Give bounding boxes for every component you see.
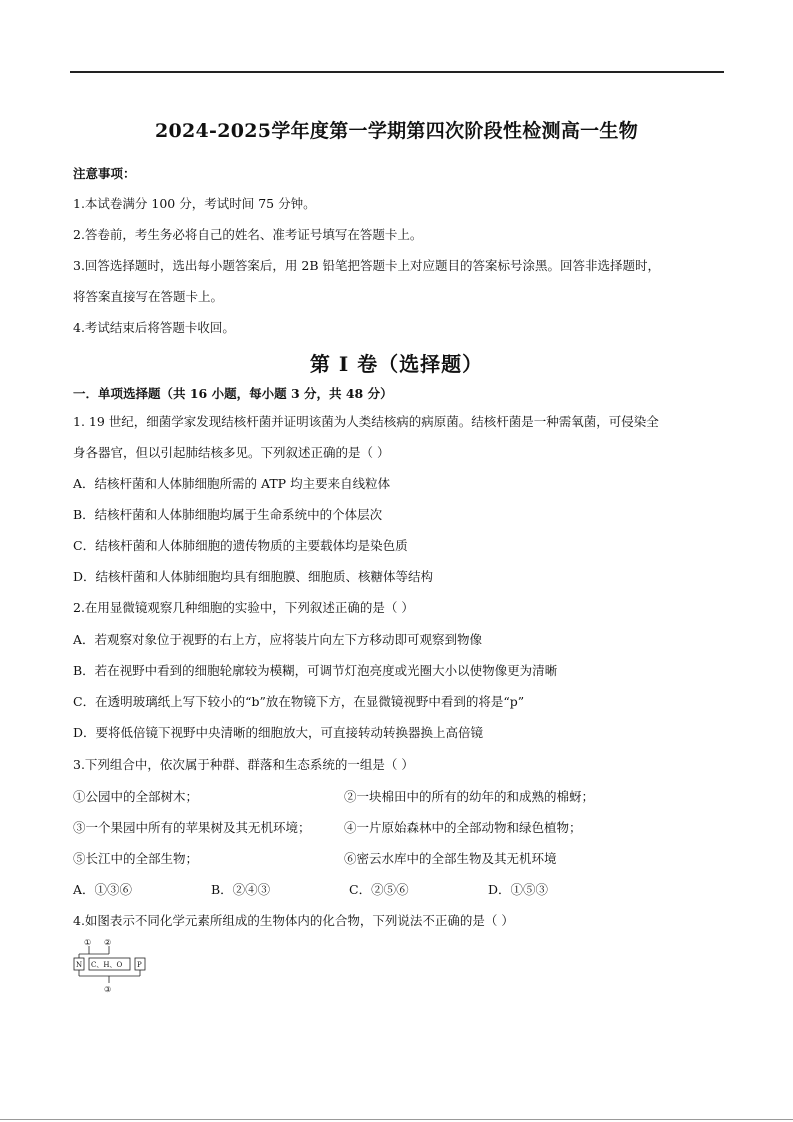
q3-item-4: ④一片原始森林中的全部动物和绿色植物； <box>344 820 582 835</box>
q3-item-2: ②一块棉田中的所有的幼年的和成熟的棉蚜； <box>344 789 595 804</box>
bottom-rule <box>0 1119 793 1120</box>
section-title: 第 I 卷（选择题） <box>309 352 484 376</box>
diagram-label-2: ② <box>104 938 112 947</box>
notice-item-3-cont: 将答案直接写在答题卡上。 <box>73 289 224 304</box>
q3-item-1: ①公园中的全部树木； <box>73 789 199 804</box>
q2-stem: 2.在用显微镜观察几种细胞的实验中，下列叙述正确的是（ ） <box>73 600 414 615</box>
q1-option-a: A．结核杆菌和人体肺细胞所需的 ATP 均主要来自线粒体 <box>73 476 391 491</box>
q2-option-b: B．若在视野中看到的细胞轮廓较为模糊，可调节灯泡亮度或光圈大小以使物像更为清晰 <box>73 663 558 678</box>
notice-item-1: 1.本试卷满分 100 分，考试时间 75 分钟。 <box>73 196 316 211</box>
q2-option-a: A．若观察对象位于视野的右上方，应将装片向左下方移动即可观察到物像 <box>73 632 483 647</box>
notice-heading: 注意事项： <box>73 166 136 181</box>
q1-stem-line1: 1. 19 世纪，细菌学家发现结核杆菌并证明该菌为人类结核病的病原菌。结核杆菌是一种需氧菌，可侵染全 <box>73 414 659 429</box>
top-rule <box>70 71 724 73</box>
q1-option-d: D．结核杆菌和人体肺细胞均具有细胞膜、细胞质、核糖体等结构 <box>73 569 434 584</box>
q3-item-3: ③一个果园中所有的苹果树及其无机环境； <box>73 820 311 835</box>
q3-option-b: B．②④③ <box>211 882 271 897</box>
diagram-box-cho-label: C、H、O <box>91 961 123 969</box>
q1-option-b: B．结核杆菌和人体肺细胞均属于生命系统中的个体层次 <box>73 507 383 522</box>
q3-option-c: C．②⑤⑥ <box>349 882 409 897</box>
q2-option-d: D．要将低倍镜下视野中央清晰的细胞放大，可直接转动转换器换上高倍镜 <box>73 725 484 740</box>
element-compound-diagram <box>73 936 153 1000</box>
q1-stem-line2: 身各器官，但以引起肺结核多见。下列叙述正确的是（ ） <box>73 445 390 460</box>
diagram-label-3: ③ <box>104 985 112 994</box>
part-heading: 一．单项选择题（共 16 小题，每小题 3 分，共 48 分） <box>73 386 393 401</box>
q3-stem: 3.下列组合中，依次属于种群、群落和生态系统的一组是（ ） <box>73 757 414 772</box>
q3-item-6: ⑥密云水库中的全部生物及其无机环境 <box>344 851 557 866</box>
diagram-label-1: ① <box>84 938 92 947</box>
page-title: 2024-2025学年度第一学期第四次阶段性检测高一生物 <box>154 120 639 142</box>
q3-item-5: ⑤长江中的全部生物； <box>73 851 199 866</box>
notice-item-4: 4.考试结束后将答题卡收回。 <box>73 320 235 335</box>
q3-option-d: D．①⑤③ <box>488 882 549 897</box>
diagram-box-p-label: P <box>137 961 142 969</box>
notice-item-2: 2.答卷前，考生务必将自己的姓名、准考证号填写在答题卡上。 <box>73 227 423 242</box>
q2-option-c: C．在透明玻璃纸上写下较小的“b”放在物镜下方，在显微镜视野中看到的将是“p” <box>73 694 525 709</box>
q3-option-a: A．①③⑥ <box>73 882 133 897</box>
notice-item-3: 3.回答选择题时，选出每小题答案后，用 2B 铅笔把答题卡上对应题目的答案标号涂黑。回答非选择题时， <box>73 258 661 273</box>
diagram-box-n-label: N <box>76 961 83 969</box>
q4-stem: 4.如图表示不同化学元素所组成的生物体内的化合物，下列说法不正确的是（ ） <box>73 913 514 928</box>
q1-option-c: C．结核杆菌和人体肺细胞的遗传物质的主要载体均是染色质 <box>73 538 408 553</box>
